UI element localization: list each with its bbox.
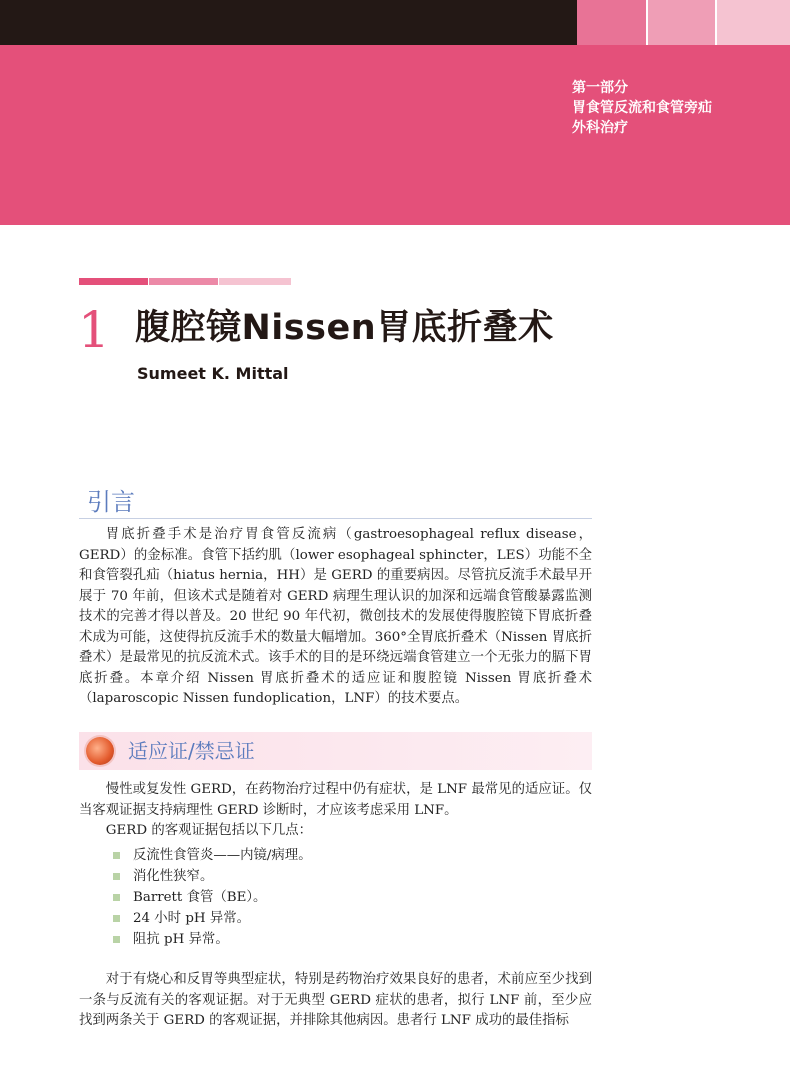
square-bullet-icon (113, 894, 120, 901)
chapter-decor-bars (79, 278, 291, 285)
chapter-number: 1 (78, 301, 110, 359)
chapter-title: 腹腔镜Nissen胃底折叠术 (135, 308, 554, 348)
intro-paragraph: 胃底折叠手术是治疗胃食管反流病（gastroesophageal reflux disease，GERD）的金标准。食管下括约肌（lower esophageal sphincter，LES）功能不全和食管裂孔疝（hiatus hernia，HH）是 GERD 的重要病因。尽管抗反流手术最早开展于 70 年前，但该术式是随着对 GERD 病理生理认识的加深和远端食管酸暴露监测技术的完善才得以普及。20 世纪 90 年代初，微创技术的发展使得腹腔镜下胃底折叠术成为可能，这使得抗反流手术的数量大幅增加。360°全胃底折叠术（Nissen 胃底折叠术）是最常见的抗反流术式。该手术的目的是环绕远端食管建立一个无张力的膈下胃底折叠。本章介绍 Nissen 胃底折叠术的适应证和腹腔镜 Nissen 胃底折叠术（laparoscopic Nissen fundoplication，LNF）的技术要点。 (79, 527, 592, 706)
indications-paragraph-2: GERD 的客观证据包括以下几点： (105, 823, 313, 838)
evidence-list (113, 845, 583, 950)
list-item: 消化性狭窄。 (113, 866, 583, 887)
header-color-block-3 (717, 0, 790, 45)
section-bullet-icon (86, 737, 114, 765)
section-rule (79, 518, 592, 519)
list-item: 24 小时 pH 异常。 (113, 908, 583, 929)
square-bullet-icon (113, 915, 120, 922)
part-title-line2: 外科治疗 (572, 120, 628, 136)
intro-body (79, 525, 592, 710)
indications-paragraph-1: 慢性或复发性 GERD，在药物治疗过程中仍有症状，是 LNF 最常见的适应证。仅当客观证据支持病理性 GERD 诊断时，才应该考虑采用 LNF。 (79, 782, 592, 818)
indications-body-continued (79, 970, 592, 1032)
part-label: 第一部分 (572, 80, 628, 96)
part-title-line1: 胃食管反流和食管旁疝 (572, 100, 712, 116)
decor-bar-1 (79, 278, 148, 285)
section-heading-indications: 适应证/禁忌证 (128, 739, 255, 763)
decor-bar-3 (219, 278, 291, 285)
header-color-block-1 (577, 0, 646, 45)
square-bullet-icon (113, 873, 120, 880)
header-dark-strip (0, 0, 577, 45)
list-item: 反流性食管炎——内镜/病理。 (113, 845, 583, 866)
indications-paragraph-3: 对于有烧心和反胃等典型症状，特别是药物治疗效果良好的患者，术前应至少找到一条与反流有关的客观证据。对于无典型 GERD 症状的患者，拟行 LNF 前，至少应找到两条关于 GERD 的客观证据，并排除其他病因。患者行 LNF 成功的最佳指标 (79, 972, 592, 1028)
header-color-block-2 (648, 0, 715, 45)
part-heading (572, 78, 782, 138)
decor-bar-2 (149, 278, 218, 285)
square-bullet-icon (113, 936, 120, 943)
section-heading-intro: 引言 (87, 488, 135, 516)
chapter-author: Sumeet K. Mittal (137, 364, 289, 383)
list-item: Barrett 食管（BE）。 (113, 887, 583, 908)
indications-body (79, 780, 592, 842)
list-item: 阻抗 pH 异常。 (113, 929, 583, 950)
square-bullet-icon (113, 852, 120, 859)
